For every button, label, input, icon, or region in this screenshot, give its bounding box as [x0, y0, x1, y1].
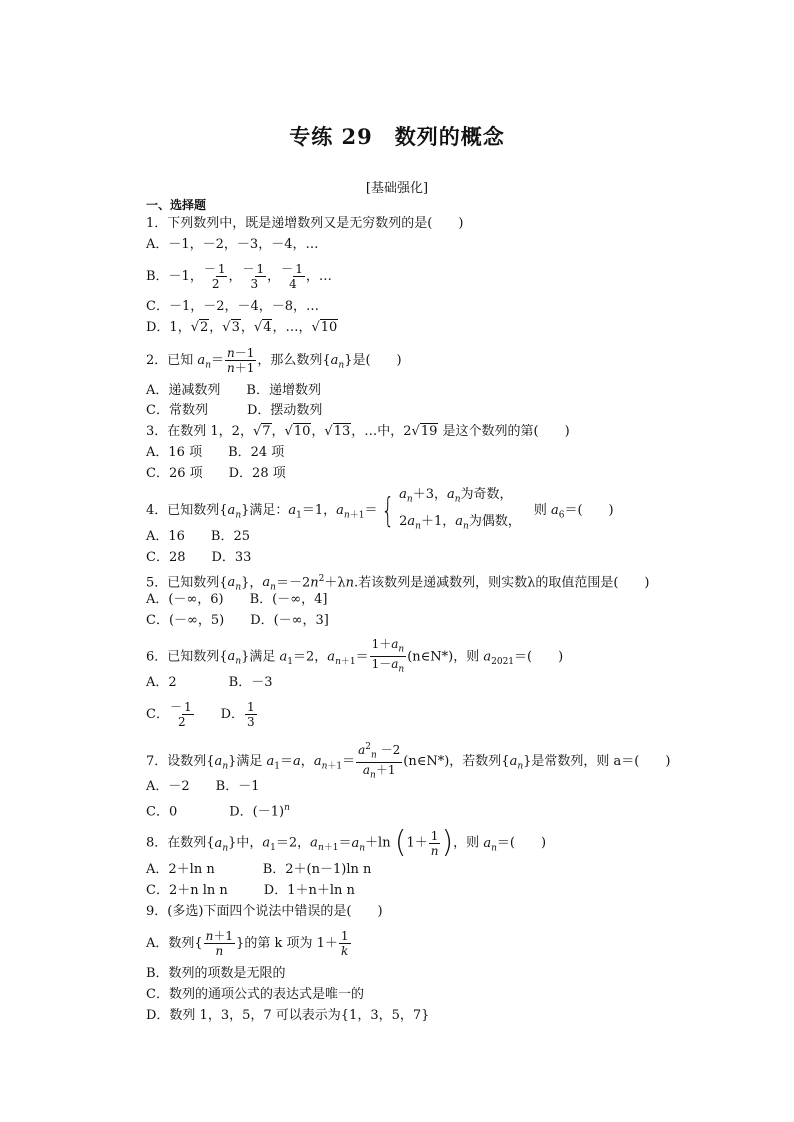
- question-2-stem: 2．已知 $a_n=$ $\frac{n-1}{n+1}$ ，那么数列$\{a_n\}$是( ): [146, 346, 402, 375]
- question-9-stem: 9．(多选)下面四个说法中错误的是( ): [146, 904, 383, 919]
- question-9-option-d: D．数列 1，3，5，7 可以表示为{1，3，5，7}: [146, 1008, 430, 1023]
- question-5-stem: 5．已知数列$\{a_n\}$，$a_n=-2n^2+\lambda n$.若该数列是递减数列，则实数λ的取值范围是( ): [146, 574, 650, 593]
- question-2-options-ab: A．递减数列 B．递增数列: [146, 383, 321, 398]
- page-title: 专练 29 数列的概念: [289, 124, 505, 149]
- section-heading: 一、选择题: [146, 198, 207, 212]
- question-2-options-cd: C．常数列 D．摆动数列: [146, 403, 323, 418]
- question-1-option-d: D．1，√2，√3，√4，…，√10: [146, 320, 338, 335]
- question-6-options-cd: C．－ 1 2 D． $\frac{1}{3}$: [146, 700, 255, 729]
- question-9-option-c: C．数列的通项公式的表达式是唯一的: [146, 987, 364, 1002]
- question-8-options-cd: C．2＋n ln n D．1＋n＋ln n: [146, 883, 355, 898]
- question-7-stem: 7．设数列$\{a_n\}$满足 $a_1=a$，$a_{n+1}=$ $\frac{a^2_n -2}{a_n+1}$ (n∈N*)，若数列$\{a_n\}$是常数列，则 a＝( ): [146, 742, 671, 781]
- question-7-options-ab: A．－2 B．－1: [146, 779, 260, 794]
- question-7-options-cd: C．0 D．$(-1)^n$: [146, 803, 290, 820]
- question-6-options-ab: A．2 B．－3: [146, 675, 273, 690]
- question-5-options-ab: A．(－∞，6) B．(－∞，4]: [146, 592, 328, 607]
- question-6-stem: 6．已知数列$\{a_n\}$满足 $a_1=2$，$a_{n+1}=$ $\frac{1+a_n}{1-a_n}$ (n∈N*)，则 $a_{2021}=$( ): [146, 637, 564, 675]
- question-8-stem: 8．在数列$\{a_n\}$中，$a_1=2$，$a_{n+1}=a_n+\ln$ (1＋ $\frac{1}{n}$ )，则 $a_n=$( ): [146, 825, 547, 860]
- question-9-option-b: B．数列的项数是无限的: [146, 966, 286, 981]
- question-1-option-a: A．－1，－2，－3，－4，…: [146, 237, 319, 252]
- question-3-options-cd: C．26 项 D．28 项: [146, 466, 286, 481]
- question-1-option-b: B．－1，－ 1 2 ，－ 1 3 ，－ 1 4 ，…: [146, 262, 332, 291]
- question-3-stem: 3．在数列 1，2，√7，√10，√13，…中，2√19 是这个数列的第( ): [146, 424, 570, 439]
- question-3-options-ab: A．16 项 B．24 项: [146, 445, 285, 460]
- question-4-options-ab: A．16 B．25: [146, 529, 251, 544]
- question-4-stem: 4．已知数列$\{a_n\}$满足：$a_1=1$，$a_{n+1}=$ { $a_n+3$，$a_n$为奇数， $2a_n+1$，$a_n$为偶数， 则 $a_6=$( ): [146, 487, 614, 532]
- question-8-options-ab: A．2＋ln n B．2＋(n－1)ln n: [146, 862, 372, 877]
- section-subtitle: [基础强化]: [365, 181, 429, 196]
- question-1-stem: 1．下列数列中，既是递增数列又是无穷数列的是( ): [146, 216, 464, 231]
- question-1-option-c: C．－1，－2，－4，－8，…: [146, 299, 320, 314]
- question-5-options-cd: C．(－∞，5) D．(－∞，3]: [146, 613, 329, 628]
- question-9-option-a: A．数列{ $\frac{n+1}{n}$ }的第 k 项为 1＋ $\frac{1}{k}$: [146, 929, 349, 958]
- question-4-options-cd: C．28 D．33: [146, 550, 252, 565]
